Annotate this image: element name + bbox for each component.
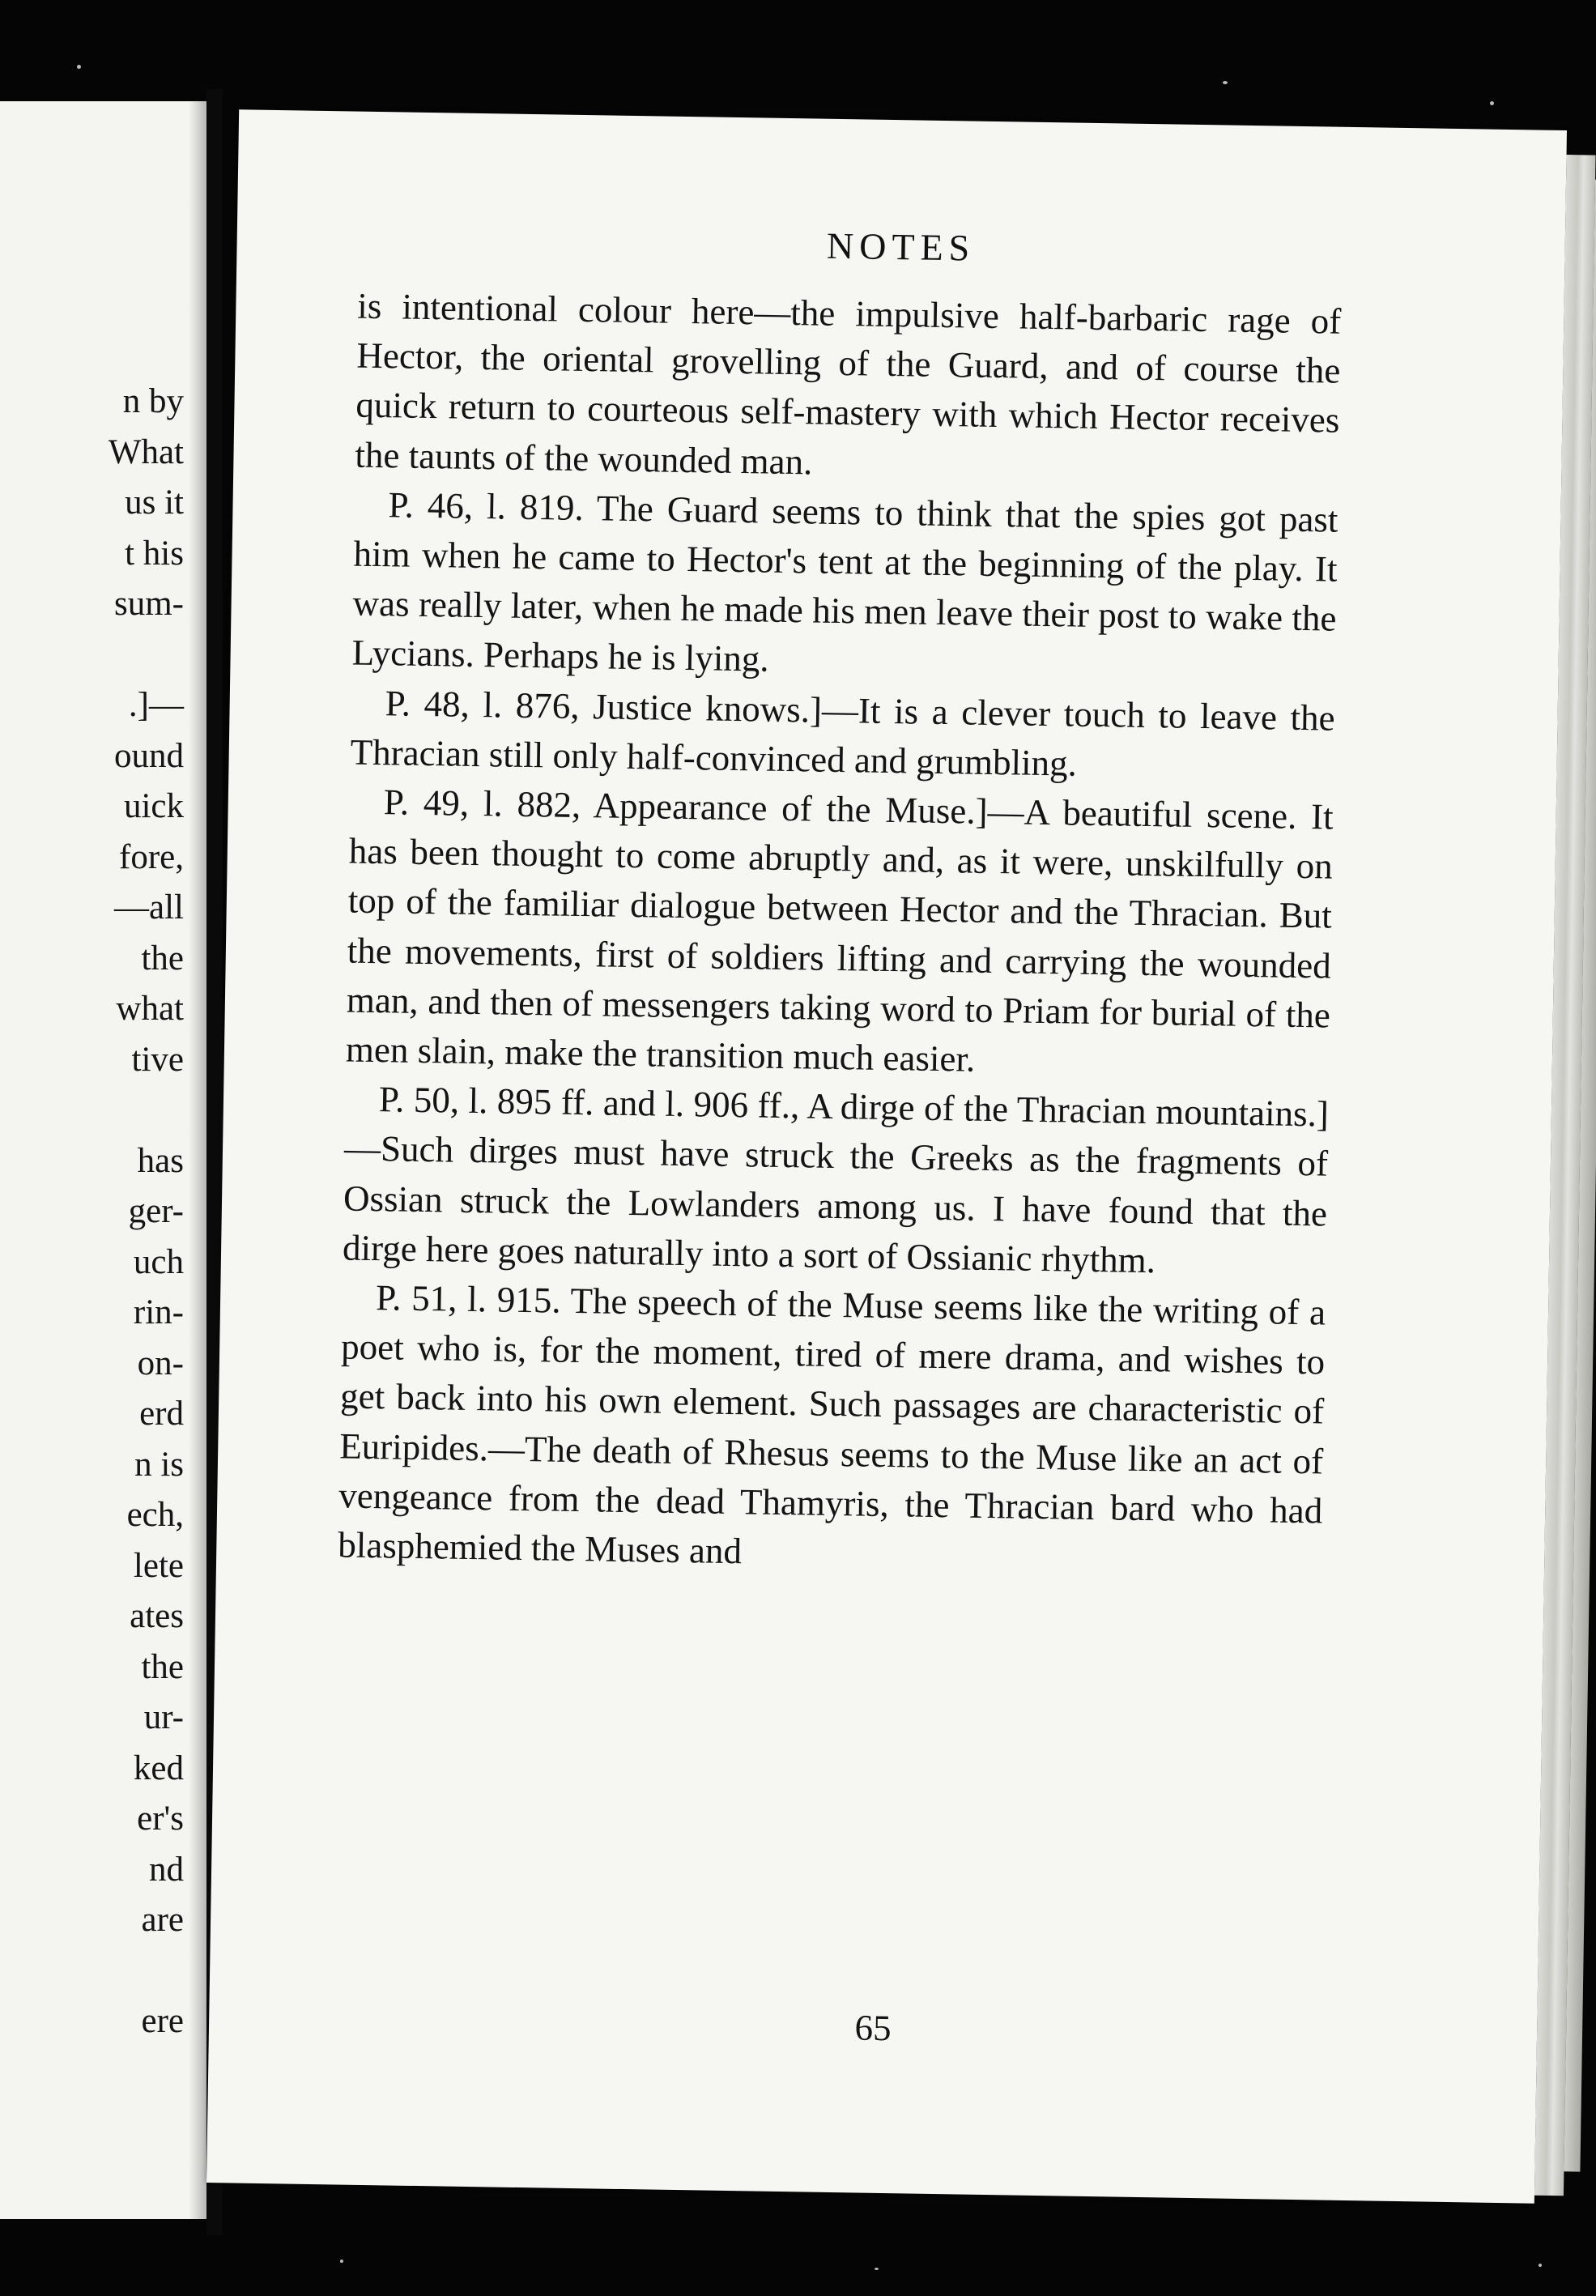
facing-page-line: ked [133, 1749, 184, 1787]
facing-page-line [109, 630, 184, 681]
note-paragraph: P. 51, l. 915. The speech of the Muse seems like the writing of a poet who is, for the moment, tired of mere drama, and wishes to get back into his own element. Such passages are characteristic of Euripides.—The death of Rhesus seems to the Muse like an act of vengeance from the dead Thamyris, the Thracian bard who had blasphemied the Muses and [337, 1277, 1326, 1572]
note-paragraph: P. 50, l. 895 ff. and l. 906 ff., A dirge of the Thracian mountains.]—Such dirges must have struck the Greeks as the fragments of Ossian struck the Lowlanders among us. I have found that the dirge here goes naturally into a sort of Ossianic rhythm. [342, 1079, 1330, 1281]
facing-page-line [109, 1085, 184, 1136]
facing-page-line: uch [133, 1242, 184, 1281]
facing-page-line: erd [139, 1395, 184, 1433]
page-number: 65 [854, 2007, 892, 2049]
facing-page-line: ere [141, 2002, 184, 2040]
facing-page-line: er's [137, 1800, 184, 1838]
facing-page-line: .]— [128, 686, 184, 724]
facing-page-line: ound [114, 736, 184, 775]
facing-page-line: ur- [143, 1698, 184, 1736]
dust-speck [340, 2260, 343, 2263]
facing-page-line: has [137, 1141, 184, 1180]
gutter-shadow [189, 101, 206, 2219]
facing-page-line: n by [122, 382, 184, 420]
facing-page-line: on- [137, 1344, 184, 1382]
facing-page-line: t his [125, 534, 184, 573]
facing-page-line: lete [133, 1546, 184, 1585]
dust-speck [1539, 2264, 1542, 2267]
facing-page-line: nd [149, 1850, 184, 1889]
facing-page-line: ger- [128, 1192, 184, 1230]
facing-page-line: sum- [114, 585, 184, 623]
facing-page-line: rin- [133, 1293, 184, 1331]
facing-page-line: —all [114, 888, 184, 926]
note-paragraph: P. 48, l. 876, Justice knows.]—It is a clever touch to leave the Thracian still only half-convinced and grumbling. [350, 682, 1335, 784]
facing-page-line: ech, [126, 1496, 184, 1534]
facing-page-line: what [116, 990, 184, 1028]
facing-page-line: the [141, 1647, 184, 1686]
dust-speck [1223, 81, 1228, 84]
dust-speck [875, 2268, 879, 2270]
notes-body [338, 282, 1342, 1586]
facing-page-line: What [108, 432, 184, 471]
note-paragraph: P. 49, l. 882, Appearance of the Muse.]—A beautiful scene. It has been thought to come abruptly and, as it were, unskilfully on top of the familiar dialogue between Hector and the Thracian. But the movements, first of soldiers lifting and carrying the wounded man, and then of messengers taking word to Priam for burial of the men slain, make the transition much easier. [345, 782, 1334, 1080]
note-paragraph: P. 46, l. 819. The Guard seems to think that the spies got past him when he came to Hector's tent at the beginning of the play. It was really later, when he made his men leave their post to wake the Lycians. Perhaps he is lying. [351, 484, 1339, 680]
notes-page [206, 109, 1567, 2203]
facing-page-line: are [141, 1901, 184, 1939]
facing-page-line: the [141, 939, 184, 978]
facing-page-line: tive [131, 1040, 184, 1079]
facing-page-line: us it [125, 483, 184, 522]
facing-page-line: fore, [119, 837, 184, 876]
dust-speck [1490, 101, 1494, 105]
running-heading: NOTES [826, 224, 976, 269]
note-paragraph-continuation: is intentional colour here—the impulsive half-barbaric rage of Hector, the oriental grovelling of the Guard, and of course the quick return to courteous self-mastery with which Hector receives the taunts of the wounded man. [355, 285, 1342, 483]
facing-page-line: ates [130, 1597, 184, 1635]
facing-page-line: n is [134, 1445, 184, 1484]
dust-speck [77, 65, 81, 69]
facing-page-line: uick [123, 787, 184, 825]
facing-page-text-fragments [109, 377, 184, 2047]
facing-page-line [109, 1946, 184, 1997]
facing-page-left [0, 101, 206, 2219]
